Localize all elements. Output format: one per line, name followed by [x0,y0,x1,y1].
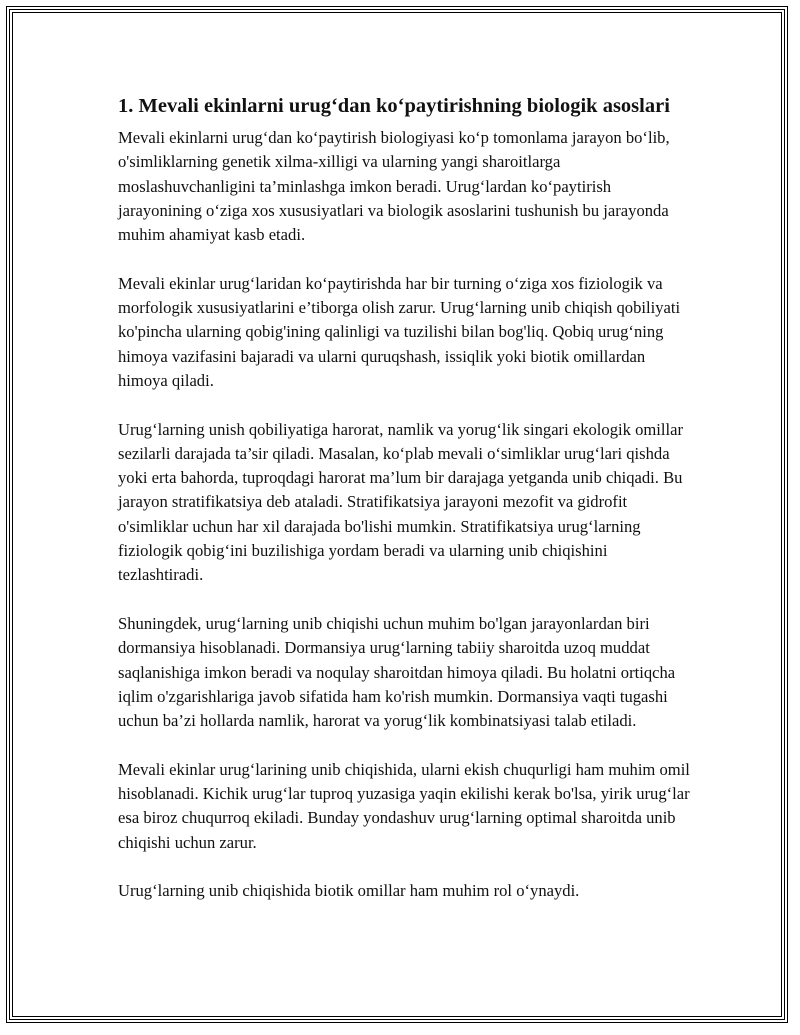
paragraph-6: Urug‘larning unib chiqishida biotik omillar ham muhim rol o‘ynaydi. [118,881,580,901]
paragraph-2: Mevali ekinlar urug‘laridan ko‘paytirishda har bir turning o‘ziga xos fiziologik va morfologik xususiyatlarini e’tiborga olish zarur. Urug‘larning unib chiqish qobiliyati ko'pincha ularning qobig'ining qalinligi va tuzilishi bilan bog'liq. Qobiq urug‘ning himoya vazifasini bajaradi va ularni quruqshash, issiqlik yoki biotik omillardan himoya qiladi. [118,273,681,390]
paragraph-3: Urug‘larning unish qobiliyatiga harorat, namlik va yorug‘lik singari ekologik omillar sezilarli darajada ta’sir qiladi. Masalan, ko‘plab mevali o‘simliklar urug‘lari qishda yoki erta bahorda, tuproqdagi harorat ma’lum bir darajaga yetganda unib chiqadi. Bu jarayon stratifikatsiya deb ataladi. Stratifikatsiya jarayoni mezofit va gidrofit o'simliklar uchun har xil darajada bo'lishi mumkin. Stratifikatsiya urug‘larning fiziologik qobig‘ini buzilishiga yordam beradi va ularning unib chiqishini tezlashtiradi. [118,419,683,585]
document-body [118,92,693,928]
paragraph-5: Mevali ekinlar urug‘larining unib chiqishida, ularni ekish chuqurligi ham muhim omil hisoblanadi. Kichik urug‘lar tuproq yuzasiga yaqin ekilishi kerak bo'lsa, yirik urug‘lar esa biroz chuqurroq ekiladi. Bunday yondashuv urug‘larning optimal sharoitda unib chiqishi uchun zarur. [118,759,690,852]
section-heading: 1. Mevali ekinlarni urug‘dan ko‘paytirishning biologik asoslari [118,95,670,117]
paragraph-4: Shuningdek, urug‘larning unib chiqishi uchun muhim bo'lgan jarayonlardan biri dormansiya hisoblanadi. Dormansiya urug‘larning tabiiy sharoitda uzoq muddat saqlanishiga imkon beradi va noqulay sharoitdan himoya qiladi. Bu holatni ortiqcha iqlim o'zgarishlariga javob sifatida ham ko'rish mumkin. Dormansiya vaqti tugashi uchun ba’zi hollarda namlik, harorat va yorug‘lik kombinatsiyasi talab etiladi. [118,613,676,731]
paragraph-1: Mevali ekinlarni urug‘dan ko‘paytirish biologiyasi ko‘p tomonlama jarayon bo‘lib, o'simliklarning genetik xilma-xilligi va ularning yangi sharoitlarga moslashuvchanligini ta’minlashga imkon beradi. Urug‘lardan ko‘paytirish jarayonining o‘ziga xos xususiyatlari va biologik asoslarini tushunish bu jarayonda muhim ahamiyat kasb etadi. [118,128,670,245]
